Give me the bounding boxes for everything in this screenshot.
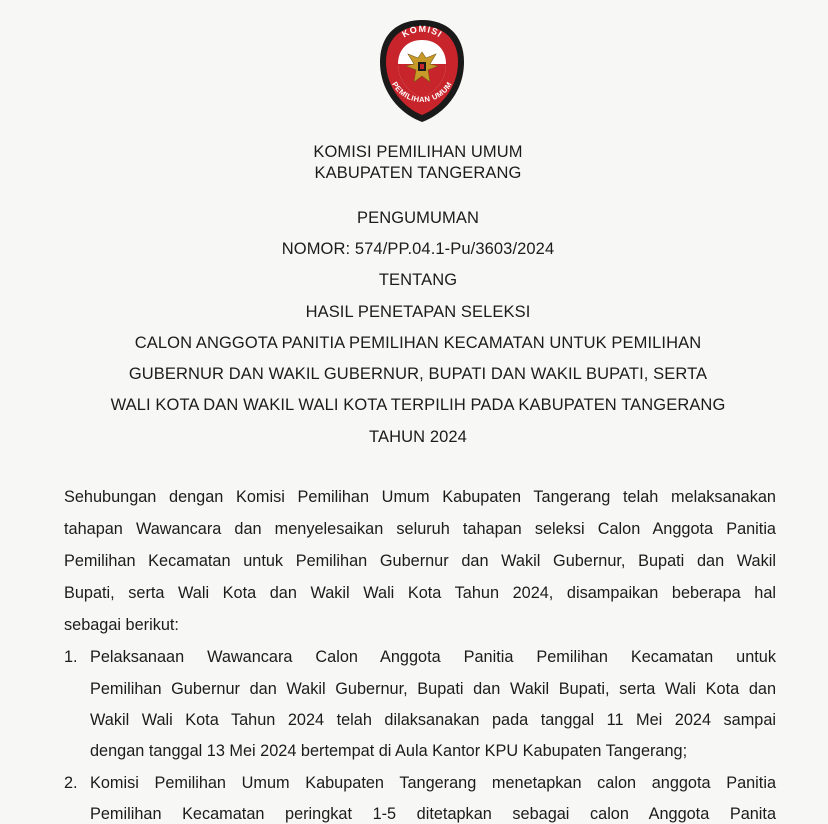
doc-title-3: GUBERNUR DAN WAKIL GUBERNUR, BUPATI DAN WAKIL BUPATI, SERTA xyxy=(128,365,708,383)
logo-top-text: KOMISI xyxy=(400,23,445,40)
list-item-line: Pelaksanaan Wawancara Calon Anggota Panitia Pemilihan Kecamatan untuk xyxy=(90,648,776,666)
doc-title-5: TAHUN 2024 xyxy=(369,428,467,446)
doc-type: PENGUMUMAN xyxy=(356,209,479,227)
logo-bottom-text: PEMILIHAN UMUM xyxy=(390,80,454,105)
intro-line: sebagai berikut: xyxy=(64,616,179,634)
list-item-line: Pemilihan Gubernur dan Wakil Gubernur, Bupati dan Wakil Bupati, serta Wali Kota dan xyxy=(90,680,776,698)
org-region: KABUPATEN TANGERANG xyxy=(314,164,522,182)
org-name: KOMISI PEMILIHAN UMUM xyxy=(313,143,523,161)
doc-about: TENTANG xyxy=(378,271,458,289)
kpu-logo xyxy=(376,18,468,124)
doc-title-1: HASIL PENETAPAN SELEKSI xyxy=(305,303,531,321)
intro-line: tahapan Wawancara dan menyelesaikan seluruh tahapan seleksi Calon Anggota Panitia xyxy=(64,520,776,538)
list-number: 2. xyxy=(64,774,78,792)
list-item-line: Wakil Wali Kota Tahun 2024 telah dilaksanakan pada tanggal 11 Mei 2024 sampai xyxy=(90,711,776,729)
doc-number: NOMOR: 574/PP.04.1-Pu/3603/2024 xyxy=(281,240,555,258)
doc-title-4: WALI KOTA DAN WAKIL WALI KOTA TERPILIH PADA KABUPATEN TANGERANG xyxy=(110,396,726,414)
intro-line: Pemilihan Kecamatan untuk Pemilihan Gubernur dan Wakil Gubernur, Bupati dan Wakil xyxy=(64,552,776,570)
list-item-line: dengan tanggal 13 Mei 2024 bertempat di Aula Kantor KPU Kabupaten Tangerang; xyxy=(90,742,688,760)
list-item-line: Komisi Pemilihan Umum Kabupaten Tangerang menetapkan calon anggota Panitia xyxy=(90,774,776,792)
list-item-line: Pemilihan Kecamatan peringkat 1-5 ditetapkan sebagai calon Anggota Panita xyxy=(90,805,776,823)
doc-title-2: CALON ANGGOTA PANITIA PEMILIHAN KECAMATAN UNTUK PEMILIHAN xyxy=(134,334,702,352)
intro-line: Sehubungan dengan Komisi Pemilihan Umum Kabupaten Tangerang telah melaksanakan xyxy=(64,488,776,506)
list-number: 1. xyxy=(64,648,78,666)
intro-line: Bupati, serta Wali Kota dan Wakil Wali Kota Tahun 2024, disampaikan beberapa hal xyxy=(64,584,776,602)
